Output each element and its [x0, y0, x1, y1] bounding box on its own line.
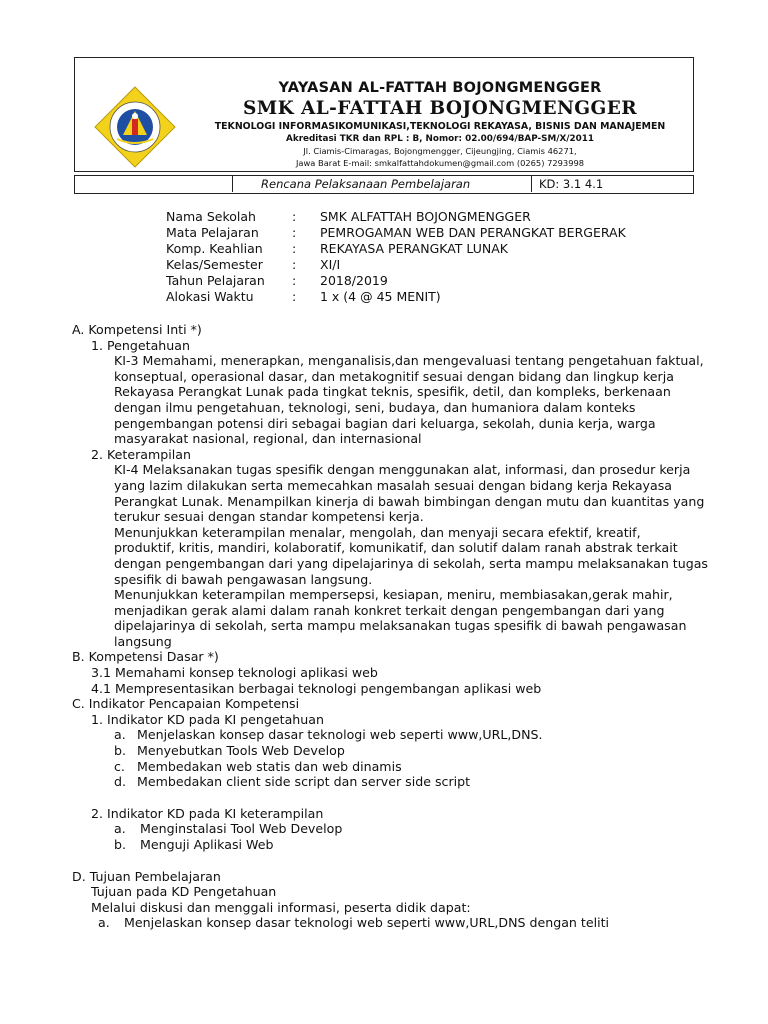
- objective-intro: Melalui diskusi dan menggali informasi, peserta didik dapat:: [91, 899, 471, 915]
- ki3-line: konseptual, operasional dasar, dan metakognitif sesuai dengan bidang dan lingkup kerja: [114, 368, 674, 384]
- ki3-line: KI-3 Memahami, menerapkan, menganalisis,dan mengevaluasi tentang pengetahuan faktual,: [114, 353, 704, 369]
- identity-separator: :: [292, 241, 297, 256]
- ki4-line: KI-4 Melaksanakan tugas spesifik dengan menggunakan alat, informasi, dan prosedur kerja: [114, 462, 691, 478]
- indicator-group-heading: 1. Indikator KD pada KI pengetahuan: [91, 711, 324, 727]
- spacer: [72, 790, 696, 806]
- item-text: Menyebutkan Tools Web Develop: [137, 743, 345, 759]
- item-marker: a.: [114, 727, 126, 743]
- identity-label: Kelas/Semester: [166, 257, 263, 272]
- identity-label: Komp. Keahlian: [166, 241, 263, 256]
- ki4-line: menjadikan gerak alami dalam ranah konkret terkait dengan pengembangan dari yang: [114, 602, 665, 618]
- identity-value: 2018/2019: [320, 273, 388, 288]
- item-marker: d.: [114, 774, 126, 790]
- letterhead: [74, 57, 694, 172]
- objective-subheading: Tujuan pada KD Pengetahuan: [91, 884, 277, 900]
- address-line-2: Jawa Barat E-mail: smkalfattahdokumen@gmail.com (0265) 7293998: [295, 158, 585, 168]
- ki4-line: Menunjukkan keterampilan mempersepsi, kesiapan, meniru, membiasakan,gerak mahir,: [114, 587, 673, 603]
- indicator-item: [72, 837, 696, 853]
- identity-label: Tahun Pelajaran: [166, 273, 265, 288]
- identity-separator: :: [292, 273, 297, 288]
- indicator-group-heading: 2. Indikator KD pada KI keterampilan: [91, 805, 324, 821]
- subheading-pengetahuan: 1. Pengetahuan: [91, 337, 190, 353]
- item-marker: b.: [114, 837, 126, 852]
- indicator-item: [72, 743, 696, 759]
- ki4-line: langsung: [114, 633, 172, 649]
- ki4-line: Perangkat Lunak. Menampilkan kinerja di bawah bimbingan dengan mutu dan kuantitas yang: [114, 493, 705, 509]
- address-line-1: Jl. Ciamis-Cimaragas, Bojongmengger, Cijeungjing, Ciamis 46271,: [303, 146, 577, 156]
- indicator-item: [72, 727, 696, 743]
- school-name: SMK AL-FATTAH BOJONGMENGGER: [243, 98, 637, 119]
- section-b-heading: B. Kompetensi Dasar *): [72, 649, 219, 665]
- item-text: Menjelaskan konsep dasar teknologi web seperti www,URL,DNS dengan teliti: [124, 915, 610, 931]
- item-text: Membedakan client side script dan server side script: [137, 774, 471, 790]
- item-marker: a.: [114, 821, 126, 837]
- identity-value: XI/I: [320, 257, 341, 272]
- document-title: Rencana Pelaksanaan Pembelajaran: [232, 176, 532, 192]
- section-a-heading: A. Kompetensi Inti *): [72, 322, 202, 337]
- accreditation: Akreditasi TKR dan RPL : B, Nomor: 02.00/694/BAP-SM/X/2011: [286, 134, 594, 144]
- foundation-name: YAYASAN AL-FATTAH BOJONGMENGGER: [278, 80, 602, 96]
- spacer: [72, 853, 696, 869]
- item-text: Menginstalasi Tool Web Develop: [140, 821, 343, 837]
- item-text: Menjelaskan konsep dasar teknologi web seperti www,URL,DNS.: [137, 727, 543, 743]
- school-logo-icon: [93, 85, 177, 169]
- identity-label: Alokasi Waktu: [166, 289, 254, 304]
- item-marker: b.: [114, 743, 126, 759]
- kd-item: 3.1 Memahami konsep teknologi aplikasi web: [91, 665, 378, 681]
- document-body: [72, 322, 708, 931]
- identity-separator: :: [292, 209, 297, 224]
- document-title-row: [74, 175, 694, 194]
- identity-separator: :: [292, 257, 297, 272]
- identity-label: Nama Sekolah: [166, 209, 256, 224]
- section-d-heading: D. Tujuan Pembelajaran: [72, 868, 221, 884]
- ki4-line: Menunjukkan keterampilan menalar, mengolah, dan menyaji secara efektif, kreatif,: [114, 524, 641, 540]
- subheading-keterampilan: 2. Keterampilan: [91, 446, 191, 462]
- identity-value: 1 x (4 @ 45 MENIT): [320, 289, 441, 304]
- section-c-heading: C. Indikator Pencapaian Kompetensi: [72, 696, 300, 712]
- ki3-line: masyarakat nasional, regional, dan internasional: [114, 431, 422, 447]
- identity-label: Mata Pelajaran: [166, 225, 259, 240]
- item-text: Menguji Aplikasi Web: [140, 837, 274, 852]
- indicator-item: [72, 759, 696, 775]
- item-marker: a.: [98, 915, 110, 931]
- identity-value: SMK ALFATTAH BOJONGMENGGER: [320, 209, 531, 224]
- ki4-line: produktif, kritis, mandiri, kolaboratif, komunikatif, dan solutif dalam ranah abstrak terkait: [114, 540, 678, 556]
- indicator-item: [72, 821, 696, 837]
- indicator-item: [72, 774, 696, 790]
- ki4-line: dipelajarinya di sekolah, serta mampu melaksanakan tugas spesifik di bawah pengawasan: [114, 618, 687, 634]
- identity-value: REKAYASA PERANGKAT LUNAK: [320, 241, 509, 256]
- ki4-line: yang lazim dilakukan serta memecahkan masalah sesuai dengan bidang kerja Rekayasa: [114, 477, 672, 493]
- school-tagline: TEKNOLOGI INFORMASIKOMUNIKASI,TEKNOLOGI REKAYASA, BISNIS DAN MANAJEMEN: [214, 121, 666, 132]
- ki3-line: pengembangan potensi diri sebagai bagian dari keluarga, sekolah, dunia kerja, warga: [114, 415, 656, 431]
- kd-item: 4.1 Mempresentasikan berbagai teknologi pengembangan aplikasi web: [91, 680, 542, 696]
- identity-separator: :: [292, 225, 297, 240]
- ki4-line: spesifik di bawah pengawasan langsung.: [114, 571, 373, 587]
- item-text: Membedakan web statis dan web dinamis: [137, 758, 402, 774]
- identity-value: PEMROGAMAN WEB DAN PERANGKAT BERGERAK: [320, 225, 626, 240]
- ki3-line: dengan ilmu pengetahuan, teknologi, seni, budaya, dan humaniora dalam konteks: [114, 399, 636, 415]
- ki3-line: Rekayasa Perangkat Lunak pada tingkat teknis, spesifik, detil, dan kompleks, berkenaan: [114, 384, 671, 400]
- identity-separator: :: [292, 289, 297, 304]
- ki4-line: dengan pengembangan dari yang dipelajarinya di sekolah, serta mampu melaksanakan tugas: [114, 555, 708, 571]
- kd-code: KD: 3.1 4.1: [539, 177, 604, 191]
- objective-item: [72, 915, 696, 931]
- ki4-line: terukur sesuai dengan standar kompetensi kerja.: [114, 509, 424, 525]
- item-marker: c.: [114, 758, 125, 774]
